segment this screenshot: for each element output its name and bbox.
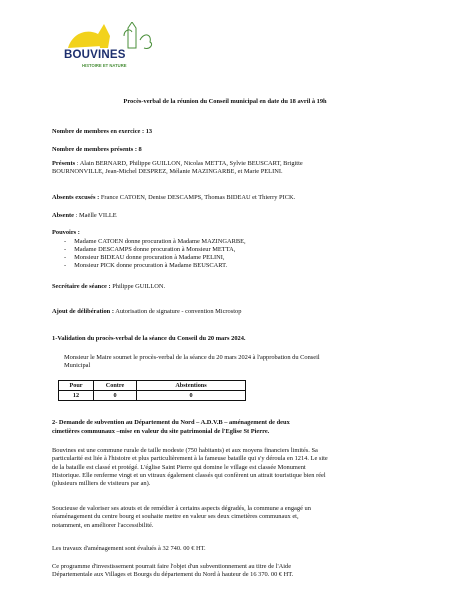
pouvoir-item: - Monsieur BIDEAU donne procuration à Madame PELINI, [64, 254, 225, 261]
ajout-label: Ajout de délibération : [52, 308, 114, 315]
members-in-exercise: Nombre de membres en exercice : 13 [52, 128, 153, 135]
paragraph-1-line: Historique. Elle renferme vingt et un vitraux également classés qui confèrent un attrait touristique bien réel [52, 471, 326, 479]
paragraph-2-line: Soucieuse de valoriser ses atouts et de remédier à certains aspects dégradés, la commune a engagé un [52, 505, 311, 512]
votes-table [58, 380, 246, 401]
logo-tagline: HISTOIRE ET NATURE [82, 63, 127, 68]
presents-paragraph [52, 160, 402, 177]
paragraph-2-line: notamment, en améliorer l'accessibilité. [52, 521, 154, 529]
ajout-deliberation [52, 308, 241, 316]
section-1-line-2: Municipal [64, 362, 91, 369]
absente-text: : Maëlle VILLE [74, 212, 117, 219]
secretaire-label: Secrétaire de séance : [52, 283, 111, 290]
pouvoir-item: - Madame DESCAMPS donne procuration à Monsieur METTA, [64, 246, 236, 253]
votes-value-row [59, 391, 246, 401]
section-1-title: 1-Validation du procès-verbal de la séance du Conseil du 20 mars 2024. [52, 335, 246, 342]
votes-header-abstentions: Abstentions [137, 381, 246, 391]
votes-value-pour: 12 [59, 391, 94, 401]
presents-line-1: : Alain BERNARD, Philippe GUILLON, Nicolas METTA, Sylvie BEUSCART, Brigitte [75, 160, 303, 167]
votes-value-abstentions: 0 [137, 391, 246, 401]
presents-line-2: BOURNONVILLE, Jean-Michel DESPREZ, Mélanie MAZINGARBE, et Marie PELINI. [52, 168, 283, 176]
absente [52, 212, 117, 220]
paragraph-1-line: Bouvines est une commune rurale de taille modeste (750 habitants) et aux moyens financiers limités. Sa [52, 447, 318, 454]
paragraph-2 [52, 505, 402, 530]
absents-excuses [52, 194, 295, 202]
absente-label: Absente [52, 212, 75, 219]
paragraph-4-line: Départementale aux Villages et Bourgs du département du Nord à hauteur de 16 370. 00 € HT. [52, 571, 294, 579]
paragraph-1-line: de la bataille est classé et protégé. L'église Saint Pierre qui domine le village est classée Monument [52, 463, 306, 471]
pouvoir-item: - Monsieur PICK donne procuration à Madame BEUSCART. [64, 262, 228, 269]
members-present: Nombre de membres présents : 8 [52, 146, 142, 153]
pouvoir-item: - Madame CATOEN donne procuration à Madame MAZINGARBE, [64, 238, 246, 245]
votes-header-row [59, 381, 246, 391]
votes-header-pour: Pour [59, 381, 94, 391]
paragraph-1 [52, 447, 402, 488]
presents-label: Présents [52, 160, 76, 167]
paragraph-4-line: Ce programme d'investissement pourrait faire l'objet d'un subventionnement au titre de l'Aide [52, 563, 292, 570]
paragraph-4 [52, 563, 402, 580]
votes-header-contre: Contre [94, 381, 137, 391]
paragraph-2-line: réaménagement du centre bourg et souhaite mettre en valeur ses deux cimetières communaux et, [52, 513, 299, 521]
secretaire [52, 283, 165, 291]
votes-value-contre: 0 [94, 391, 137, 401]
page-title: Procès-verbal de la réunion du Conseil municipal en date du 18 avril à 19h [123, 98, 327, 105]
absents-excuses-label: Absents excusés : [52, 194, 100, 201]
secretaire-text: Philippe GUILLON. [110, 283, 166, 290]
paragraph-1-line: particularité est liée à l'histoire et plus particulièrement à la fameuse bataille qui s'y déroula en 1214. Le site [52, 455, 328, 463]
section-1-line-1: Monsieur le Maire soumet le procès-verbal de la séance du 20 mars 2024 à l'approbation du Conseil [64, 354, 320, 361]
paragraph-3: Les travaux d'aménagement sont évalués à 32 740. 00 € HT. [52, 545, 206, 552]
paragraph-1-line: (plusieurs milliers de visiteurs par an). [52, 480, 151, 488]
logo-name: BOUVINES [64, 49, 126, 61]
section-2-title-line-2: cimetières communaux –mise en valeur du site patrimonial de l'Eglise St Pierre. [52, 428, 270, 435]
section-2-title-line-1: 2- Demande de subvention au Département du Nord – A.D.V.B – aménagement de deux [52, 419, 290, 426]
ajout-text: Autorisation de signature - convention Microstop [113, 308, 242, 315]
pouvoirs-label: Pouvoirs : [52, 229, 80, 236]
absents-excuses-text: France CATOEN, Denise DESCAMPS, Thomas BIDEAU et Thierry PICK. [99, 194, 296, 201]
